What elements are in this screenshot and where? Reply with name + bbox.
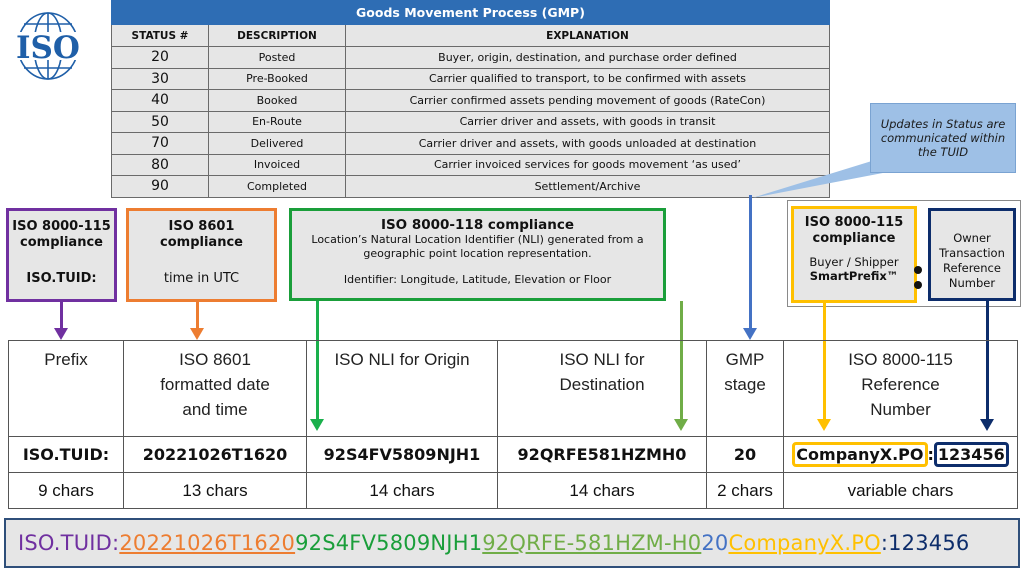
value-gmp-stage: 20	[707, 437, 784, 473]
length-datetime: 13 chars	[124, 473, 307, 509]
status-description: Pre-Booked	[209, 68, 346, 90]
status-explanation: Settlement/Archive	[346, 176, 830, 198]
colon-dot-bottom	[914, 281, 922, 289]
length-origin: 14 chars	[307, 473, 498, 509]
status-explanation: Carrier qualified to transport, to be confirmed with assets	[346, 68, 830, 90]
status-number: 40	[112, 90, 209, 112]
length-destination: 14 chars	[498, 473, 707, 509]
status-description: Posted	[209, 47, 346, 69]
status-number: 70	[112, 133, 209, 155]
box-identifier-note: Identifier: Longitude, Latitude, Elevation or Floor	[343, 273, 612, 286]
status-number: 20	[112, 47, 209, 69]
status-explanation: Buyer, origin, destination, and purchase order defined	[346, 47, 830, 69]
time-connector	[196, 302, 199, 330]
tuid-segment-prefix: ISO.TUID:	[18, 531, 120, 555]
box-title: ISO 8000-115 compliance	[12, 219, 111, 250]
header-origin: ISO NLI for Origin	[307, 341, 498, 437]
svg-text:ISO: ISO	[16, 30, 80, 66]
box-body: time in UTC	[163, 271, 240, 286]
length-reference-number: variable chars	[784, 473, 1018, 509]
table-row	[112, 154, 830, 176]
table-row	[112, 68, 830, 90]
value-datetime: 20221026T1620	[124, 437, 307, 473]
header-gmp-stage: GMP stage	[707, 341, 784, 437]
status-number: 80	[112, 154, 209, 176]
callout-text: Updates in Status are communicated within the TUID	[880, 117, 1006, 159]
gmp-status-table	[111, 0, 830, 198]
tuid-segment-datetime: 20221026T1620	[119, 531, 296, 555]
status-description: Delivered	[209, 133, 346, 155]
status-number: 50	[112, 111, 209, 133]
header-datetime: ISO 8601 formatted date and time	[124, 341, 307, 437]
tuid-segment-smartprefix: CompanyX.PO	[728, 531, 881, 555]
smartprefix-label: SmartPrefix™	[809, 269, 899, 283]
box-title: ISO 8000-118 compliance	[380, 217, 575, 233]
iso-logo	[4, 10, 92, 82]
status-explanation: Carrier driver and assets, with goods in transit	[346, 111, 830, 133]
table-row	[112, 133, 830, 155]
header-prefix: Prefix	[9, 341, 124, 437]
nli-compliance-box	[289, 208, 666, 301]
iso-globe-logo-icon	[4, 10, 92, 82]
table-row	[112, 111, 830, 133]
box-title: ISO 8000-115 compliance	[804, 215, 904, 246]
tuid-segment-destination: 92QRFE-581HZM-H0	[482, 531, 702, 555]
box-body: Owner Transaction Reference Number	[939, 231, 1005, 290]
status-description: Invoiced	[209, 154, 346, 176]
gmp-table-title: Goods Movement Process (GMP)	[112, 1, 830, 25]
value-origin: 92S4FV5809NJH1	[307, 437, 498, 473]
box-title: ISO 8601 compliance	[160, 219, 243, 250]
status-number: 30	[112, 68, 209, 90]
col-header-status: STATUS #	[112, 25, 209, 47]
length-prefix: 9 chars	[9, 473, 124, 509]
box-body: ISO.TUID:	[26, 271, 97, 286]
tuid-segment-origin: 92S4FV5809NJH1	[295, 531, 483, 555]
owner-reference-value: 123456	[934, 442, 1009, 467]
status-updates-callout	[870, 103, 1016, 173]
owner-reference-box	[928, 208, 1016, 301]
status-description: Booked	[209, 90, 346, 112]
gmp-arrow-icon	[743, 328, 757, 340]
status-explanation: Carrier invoiced services for goods movement ‘as used’	[346, 154, 830, 176]
time-compliance-box	[126, 208, 277, 302]
status-description: Completed	[209, 176, 346, 198]
prefix-connector	[60, 302, 63, 330]
composed-tuid-bar	[4, 518, 1020, 568]
colon-dot-top	[914, 266, 922, 274]
length-gmp-stage: 2 chars	[707, 473, 784, 509]
box-body: Buyer / Shipper	[809, 255, 899, 269]
gmp-connector	[749, 195, 752, 330]
tuid-segment-gmp-stage: 20	[701, 531, 729, 555]
tuid-structure-table	[8, 340, 1018, 509]
prefix-compliance-box	[6, 208, 117, 302]
value-reference-number	[784, 437, 1018, 473]
box-body: Location’s Natural Location Identifier (NLI) generated from a geographic point location representation.	[311, 233, 644, 260]
tuid-segment-owner-reference: :123456	[880, 531, 970, 555]
status-explanation: Carrier confirmed assets pending movement of goods (RateCon)	[346, 90, 830, 112]
table-row	[112, 176, 830, 198]
value-prefix: ISO.TUID:	[9, 437, 124, 473]
col-header-explanation: EXPLANATION	[346, 25, 830, 47]
col-header-description: DESCRIPTION	[209, 25, 346, 47]
smartprefix-value: CompanyX.PO	[792, 442, 927, 467]
time-arrow-icon	[190, 328, 204, 340]
table-row	[112, 90, 830, 112]
status-description: En-Route	[209, 111, 346, 133]
status-explanation: Carrier driver and assets, with goods unloaded at destination	[346, 133, 830, 155]
prefix-arrow-icon	[54, 328, 68, 340]
header-destination: ISO NLI for Destination	[498, 341, 707, 437]
value-destination: 92QRFE581HZMH0	[498, 437, 707, 473]
table-row	[112, 47, 830, 69]
status-number: 90	[112, 176, 209, 198]
header-reference-number: ISO 8000-115 Reference Number	[784, 341, 1018, 437]
separator: :	[927, 445, 934, 464]
smartprefix-compliance-box	[791, 206, 917, 303]
